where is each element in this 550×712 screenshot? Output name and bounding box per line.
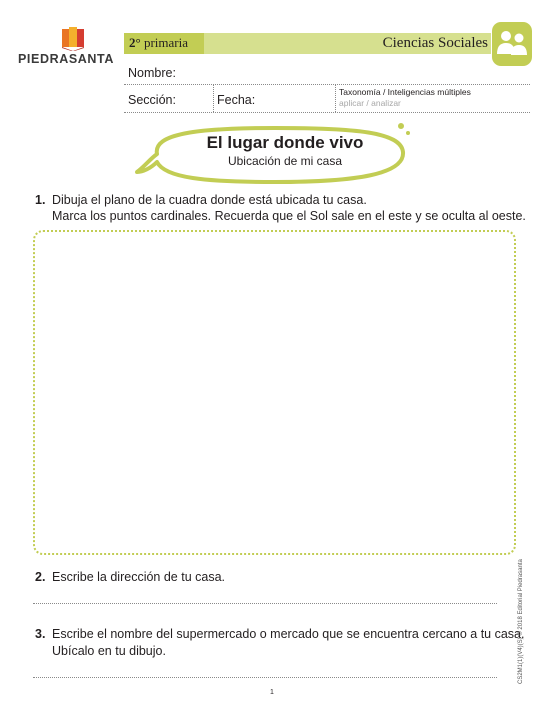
grade-label xyxy=(129,35,188,51)
taxonomy-title: Taxonomía / Inteligencias múltiples xyxy=(339,87,471,97)
drawing-area[interactable] xyxy=(33,230,516,555)
page-title: El lugar donde vivo xyxy=(206,133,364,152)
publisher-logo-text: PIEDRASANTA xyxy=(18,52,114,66)
book-logo-icon xyxy=(62,27,84,51)
copyright-note: CS2M1(1)(V4)(S) © 2018 Editorial Piedrasanta xyxy=(518,559,524,684)
question-1-line-1: Dibuja el plano de la cuadra donde está ubicada tu casa. xyxy=(52,193,367,207)
taxonomy-levels: aplicar / analizar xyxy=(339,98,401,108)
grade-word: primaria xyxy=(140,35,188,50)
question-2-number: 2. xyxy=(35,570,46,584)
date-label: Fecha: xyxy=(217,93,256,107)
people-icon xyxy=(492,22,532,66)
divider xyxy=(335,85,336,112)
answer-line-3[interactable] xyxy=(33,677,497,678)
divider xyxy=(213,85,214,112)
grade-number: 2° xyxy=(129,35,141,50)
question-1-line-2: Marca los puntos cardinales. Recuerda que el Sol sale en el este y se oculta al oeste. xyxy=(52,209,526,223)
page-number: 1 xyxy=(270,689,274,696)
answer-line-2[interactable] xyxy=(33,603,497,604)
question-3-number: 3. xyxy=(35,627,46,641)
page-subtitle: Ubicación de mi casa xyxy=(227,154,343,168)
question-2-text: Escribe la dirección de tu casa. xyxy=(52,570,226,584)
question-1-number: 1. xyxy=(35,193,46,207)
name-label: Nombre: xyxy=(128,66,176,80)
section-field-line[interactable] xyxy=(124,112,530,113)
name-field-line[interactable] xyxy=(124,84,530,85)
section-label: Sección: xyxy=(128,93,176,107)
question-3-line-2: Ubícalo en tu dibujo. xyxy=(52,644,166,658)
subject-label: Ciencias Sociales xyxy=(382,35,488,51)
question-3-line-1: Escribe el nombre del supermercado o mercado que se encuentra cercano a tu casa. xyxy=(52,627,525,641)
